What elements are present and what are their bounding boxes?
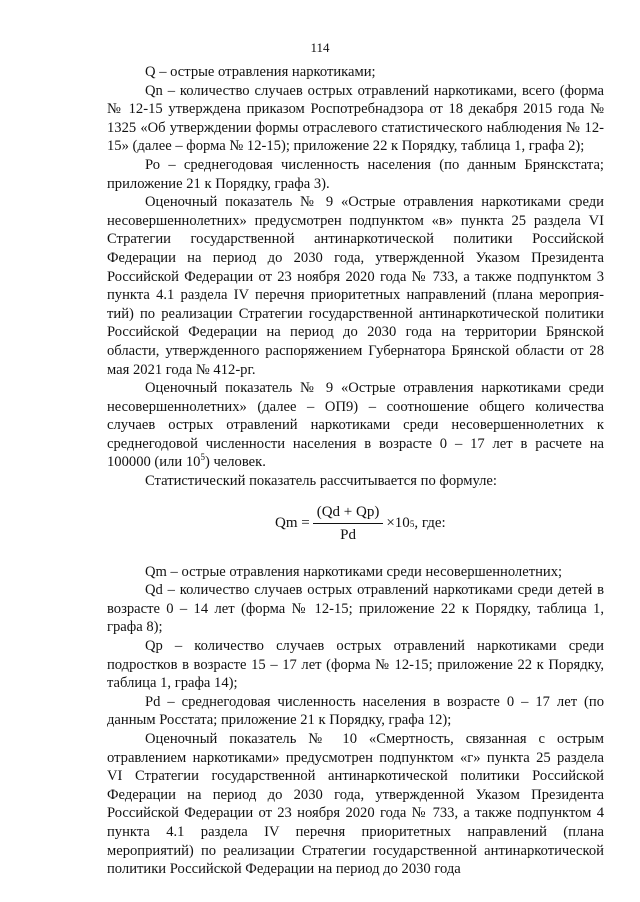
op9-text-end: ) человек.: [204, 454, 266, 471]
definition-qn: Qn – количество случаев острых отравлений наркотиками, всего (форма № 12-15 утверждена приказом Роспотребнадзора от 18 декабря 2015 года № 1325 «Об утверждении формы отраслевого статистического наблюдения № 12-15» (далее – форма № 12-15); приложение 22 к Порядку, таблица 1, графа 2);: [107, 82, 604, 155]
formula-fraction: [313, 503, 384, 545]
formula-intro: Статистический показатель рассчитывается по формуле:: [145, 473, 497, 490]
op9-text: Оценочный показатель № 9 «Острые отравления наркотиками среди несовершеннолетних» (далее – ОП9) – соотношение общего количества случаев острых отравлений наркотиками среди несовершеннолетних к среднегодовой численности населения в возрасте 0 – 17 лет в расчете на 100000 (или 10: [107, 380, 604, 471]
formula-numerator: (Qd + Qp): [313, 503, 384, 525]
formula-qm: Qm = $\frac{(Qd + Qp)}{Pd}$ ×10 5 , где:: [275, 503, 446, 544]
definition-q: Q – острые отравления наркотиками;: [145, 64, 376, 80]
formula-lhs: Qm =: [275, 515, 310, 532]
definition-qp: Qp – количество случаев острых отравлений наркотиками среди подростков в возрасте 15 – 17 лет (форма № 12-15; приложение 22 к Порядку, таблица 1, графа 14);: [107, 638, 604, 692]
indicator-9-basis: Оценочный показатель № 9 «Острые отравления наркотиками среди несовершеннолетних» предусмотрен подпунктом «в» пункта 25 раздела VI Стратегии государственной антинаркотической политики Российской Федерации на период до 2030 года, утвержденной Указом Президента Российской Федерации от 23 ноября 2020 года № 733, а также подпунктом 3 пункта 4.1 раздела IV перечня приоритетных направлений (плана мероприя-тий) по реализации Стратегии государственной антинаркотической политики Российской Федерации на период до 2030 года на территории Брянской области, утвержденного распоряжением Губернатора Брянской области от 28 мая 2021 года № 412-рг.: [107, 194, 604, 378]
formula-suffix: , где:: [414, 515, 446, 532]
formula-denominator: Pd: [340, 527, 356, 544]
page-number: 114: [310, 40, 330, 55]
definition-po: Ро – среднегодовая численность населения (по данным Брянскстата; приложение 21 к Порядку, графа 3).: [107, 156, 604, 192]
formula-multiplier: ×10: [386, 515, 410, 532]
definition-qm: Qm – острые отравления наркотиками среди несовершеннолетних;: [145, 563, 563, 580]
indicator-9-definition: [107, 379, 604, 472]
definition-qd: Qd – количество случаев острых отравлений наркотиками среди детей в возрасте 0 – 14 лет (форма № 12-15; приложение 22 к Порядку, таблица 1, графа 8);: [107, 582, 604, 636]
document-body: [107, 63, 604, 879]
definition-pd: Pd – среднегодовая численность населения в возрасте 0 – 17 лет (по данным Росстата; приложение 21 к Порядку, графа 12);: [107, 693, 604, 729]
op9-exponent: 5: [200, 452, 205, 463]
indicator-10-basis: Оценочный показатель № 10 «Смертность, связанная с острым отравлением наркотиками» предусмотрен подпунктом «г» пункта 25 раздела VI Стратегии государственной антинаркотической политики Российской Федерации на период до 2030 года, утвержденной Указом Президента Российской Федерации от 23 ноября 2020 года № 733, а также подпунктом 4 пункта 4.1 раздела IV перечня приоритетных направлений (плана мероприятий) по реализации Стратегии государственной антинаркотической политики Российской Федерации на период до 2030 года: [107, 731, 604, 878]
